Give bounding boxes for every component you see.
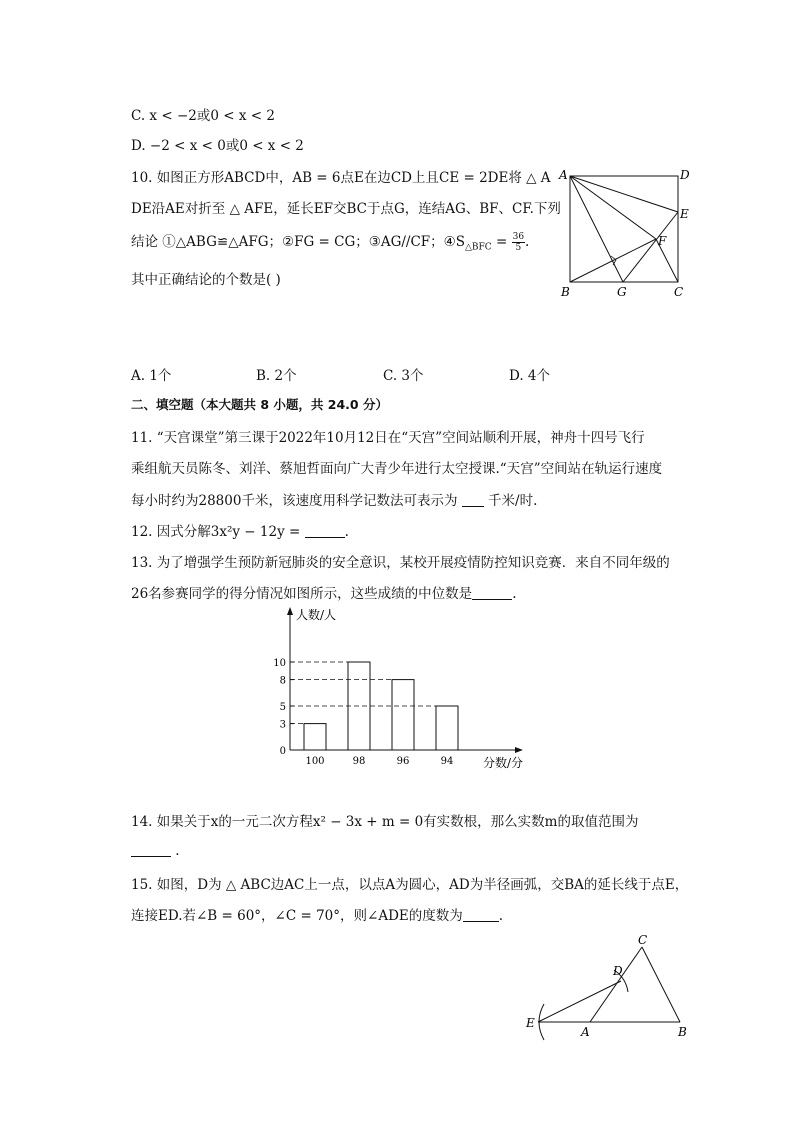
q10-equals: = xyxy=(491,234,512,250)
x-axis-label: 分数/分 xyxy=(483,756,524,770)
q10-square-diagram xyxy=(555,166,715,306)
bf-segment xyxy=(570,239,656,282)
q15-answer-blank[interactable] xyxy=(463,907,499,922)
q14-period: . xyxy=(175,843,180,859)
bar xyxy=(304,724,326,750)
label-a: A xyxy=(559,168,568,182)
label-d2: D xyxy=(613,964,623,978)
q10-period: . xyxy=(525,234,530,250)
q11-line3 xyxy=(131,489,537,509)
y-tick-label: 10 xyxy=(273,658,286,669)
q15-period: . xyxy=(498,908,504,924)
bar xyxy=(436,706,458,750)
ed-segment xyxy=(538,981,621,1022)
bar xyxy=(392,680,414,750)
q15-text: 连接ED.若∠B = 60°，∠C = 70°，则∠ADE的度数为 xyxy=(131,908,463,924)
q10-line3 xyxy=(131,230,529,253)
q10-line1: 10. 如图正方形ABCD中，AB = 6点E在边CD上且CE = 2DE将 △ A xyxy=(131,170,551,186)
q10-option-b: B. 2个 xyxy=(256,368,297,384)
q10-option-a: A. 1个 xyxy=(131,368,172,384)
label-f: F xyxy=(658,234,667,248)
y-tick-label: 3 xyxy=(279,719,286,731)
q15-triangle-diagram xyxy=(520,932,700,1042)
q12-text: 12. 因式分解3x²y − 12y = xyxy=(131,524,305,540)
q10-option-c: C. 3个 xyxy=(383,368,424,384)
q10-line2: DE沿AE对折至 △ AFE，延长EF交BC于点G，连结AG、BF、CF.下列 xyxy=(131,201,561,217)
y-tick-label: 0 xyxy=(279,746,286,757)
eg-segment xyxy=(623,212,678,282)
square-outline xyxy=(570,176,678,282)
y-tick-label: 8 xyxy=(279,675,286,687)
label-c2: C xyxy=(638,933,648,947)
q15-line2 xyxy=(131,904,503,924)
q10-option-d: D. 4个 xyxy=(509,368,551,384)
q10-subscript: △BFC xyxy=(465,242,492,253)
q15-line1: 15. 如图，D为 △ ABC边AC上一点，以点A为圆心，AD为半径画弧，交BA的延长线于点E， xyxy=(131,877,689,893)
label-e: E xyxy=(680,207,689,221)
y-axis-label: 人数/人 xyxy=(296,608,337,622)
label-c: C xyxy=(674,285,684,299)
q10-conclusions: 结论 ①△ABG≌△AFG；②FG = CG；③AG//CF；④S xyxy=(131,234,466,250)
bc-segment xyxy=(642,947,680,1022)
option-c-prev: C. x < −2或0 < x < 2 xyxy=(131,108,275,124)
x-axis-arrow xyxy=(515,747,523,753)
label-e2: E xyxy=(526,1016,535,1030)
q11-answer-blank[interactable] xyxy=(462,492,484,507)
x-tick-label: 100 xyxy=(305,756,325,767)
q13-text: 26名参赛同学的得分情况如图所示，这些成绩的中位数是 xyxy=(131,586,473,602)
q11-text: 每小时约为28800千米，该速度用科学记数法可表示为 xyxy=(131,493,462,509)
label-b2: B xyxy=(678,1025,687,1039)
ac-segment xyxy=(590,947,642,1022)
section-heading: 二、填空题（本大题共 8 小题，共 24.0 分） xyxy=(131,397,388,412)
af-segment xyxy=(570,176,656,239)
x-tick-label: 94 xyxy=(440,756,454,767)
label-g: G xyxy=(617,285,627,299)
q12-answer-blank[interactable] xyxy=(305,523,345,538)
q10-line4: 其中正确结论的个数是( ) xyxy=(131,272,281,288)
q11-line2: 乘组航天员陈冬、刘洋、蔡旭哲面向广大青少年进行太空授课.“天宫”空间站在轨运行速度 xyxy=(131,461,663,477)
q14-answer-blank[interactable] xyxy=(131,842,171,857)
q10-fraction xyxy=(512,232,525,253)
x-tick-label: 96 xyxy=(396,756,410,767)
score-bar-chart xyxy=(265,603,535,773)
q13-line2 xyxy=(131,582,516,602)
label-b: B xyxy=(561,285,570,299)
label-a2: A xyxy=(581,1025,590,1039)
ae-segment xyxy=(570,176,678,212)
y-axis-arrow xyxy=(287,607,293,615)
q14-line2 xyxy=(131,842,180,859)
q10-frac-num: 36 xyxy=(512,232,525,242)
q13-line1: 13. 为了增强学生预防新冠肺炎的安全意识，某校开展疫情防控知识竞赛．来自不同年级的 xyxy=(131,555,670,571)
q12-line xyxy=(131,520,349,540)
q13-answer-blank[interactable] xyxy=(472,585,512,600)
label-d: D xyxy=(680,168,690,182)
option-d-prev: D. −2 < x < 0或0 < x < 2 xyxy=(131,138,304,154)
q13-period: . xyxy=(512,586,517,602)
ag-segment xyxy=(570,176,623,282)
y-tick-label: 5 xyxy=(279,702,286,713)
q12-period: . xyxy=(344,524,349,540)
x-tick-label: 98 xyxy=(352,756,366,767)
q10-frac-den: 5 xyxy=(515,243,522,253)
q11-unit: 千米/时. xyxy=(483,493,538,509)
q11-line1: 11. “天宫课堂”第三课于2022年10月12日在“天宫”空间站顺利开展，神舟十四号飞行 xyxy=(131,430,645,446)
q14-line1: 14. 如果关于x的一元二次方程x² − 3x + m = 0有实数根，那么实数m的取值范围为 xyxy=(131,814,639,830)
